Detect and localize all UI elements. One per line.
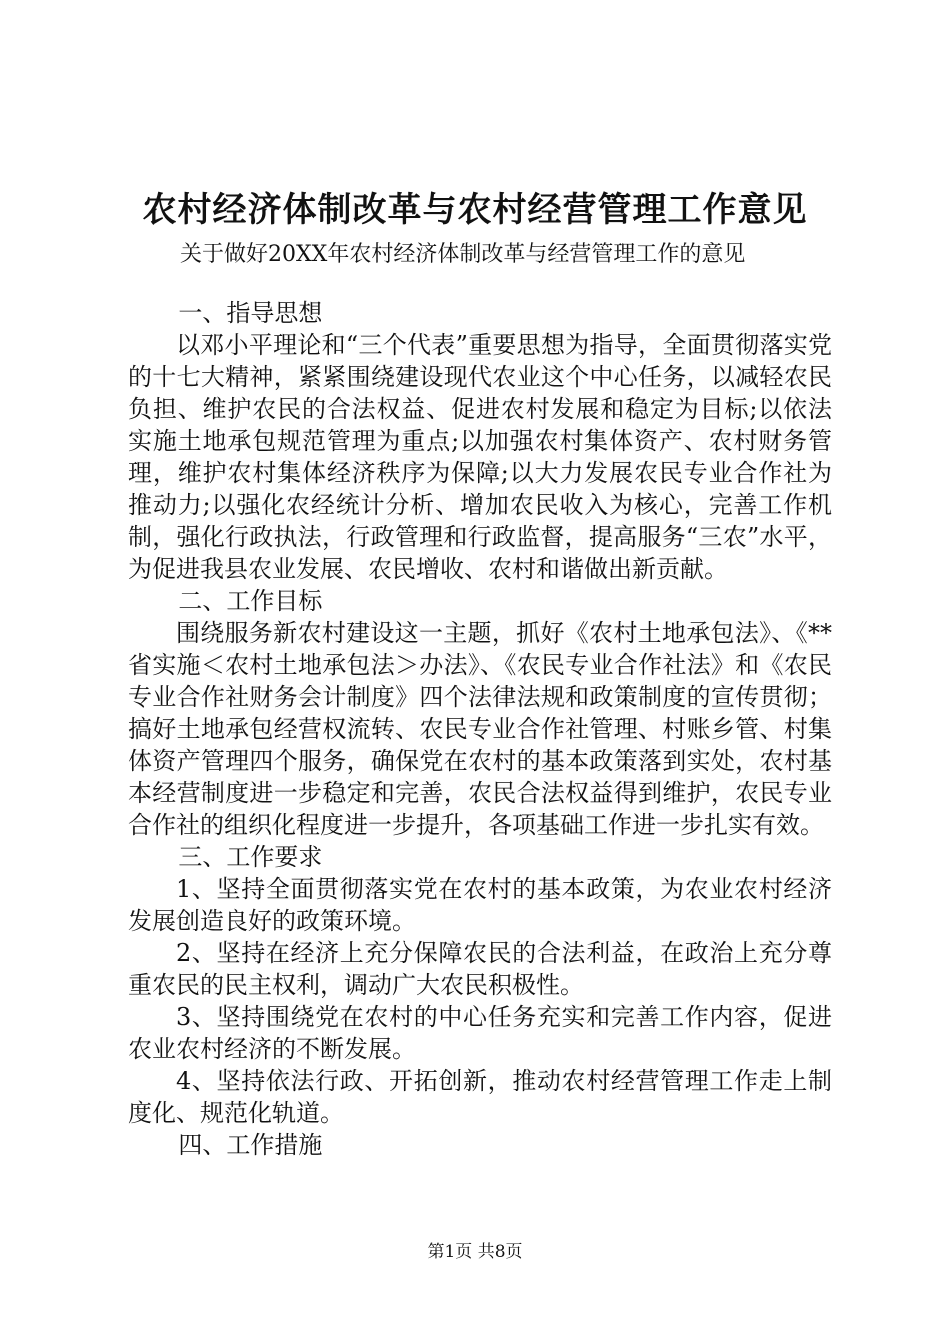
document-body (128, 297, 832, 1161)
body-paragraph: 2、坚持在经济上充分保障农民的合法利益，在政治上充分尊重农民的民主权利，调动广大农民积极性。 (128, 939, 832, 999)
body-paragraph: 围绕服务新农村建设这一主题，抓好《农村土地承包法》、《**省实施＜农村土地承包法＞办法》、《农民专业合作社法》和《农民专业合作社财务会计制度》四个法律法规和政策制度的宣传贯彻；搞好土地承包经营权流转、农民专业合作社管理、村账乡管、村集体资产管理四个服务，确保党在农村的基本政策落到实处，农村基本经营制度进一步稳定和完善，农民合法权益得到维护，农民专业合作社的组织化程度进一步提升，各项基础工作进一步扎实有效。 (128, 619, 832, 839)
page-number-footer: 第1页 共8页 (427, 1242, 523, 1262)
body-paragraph: 4、坚持依法行政、开拓创新，推动农村经营管理工作走上制度化、规范化轨道。 (128, 1067, 832, 1127)
body-paragraph: 3、坚持围绕党在农村的中心任务充实和完善工作内容，促进农业农村经济的不断发展。 (128, 1003, 832, 1063)
document-title: 农村经济体制改革与农村经营管理工作意见 (142, 190, 808, 230)
section-heading: 一、指导思想 (178, 299, 323, 327)
section-heading: 三、工作要求 (178, 843, 323, 871)
body-paragraph: 1、坚持全面贯彻落实党在农村的基本政策，为农业农村经济发展创造良好的政策环境。 (128, 875, 832, 935)
body-paragraph: 以邓小平理论和“三个代表”重要思想为指导，全面贯彻落实党的十七大精神，紧紧围绕建设现代农业这个中心任务，以减轻农民负担、维护农民的合法权益、促进农村发展和稳定为目标;以依法实施土地承包规范管理为重点;以加强农村集体资产、农村财务管理，维护农村集体经济秩序为保障;以大力发展农民专业合作社为推动力;以强化农经统计分析、增加农民收入为核心，完善工作机制，强化行政执法，行政管理和行政监督，提高服务“三农”水平，为促进我县农业发展、农民增收、农村和谐做出新贡献。 (128, 331, 832, 583)
section-heading: 四、工作措施 (178, 1131, 323, 1159)
section-heading: 二、工作目标 (178, 587, 323, 615)
document-subtitle: 关于做好20XX年农村经济体制改革与经营管理工作的意见 (180, 242, 746, 267)
